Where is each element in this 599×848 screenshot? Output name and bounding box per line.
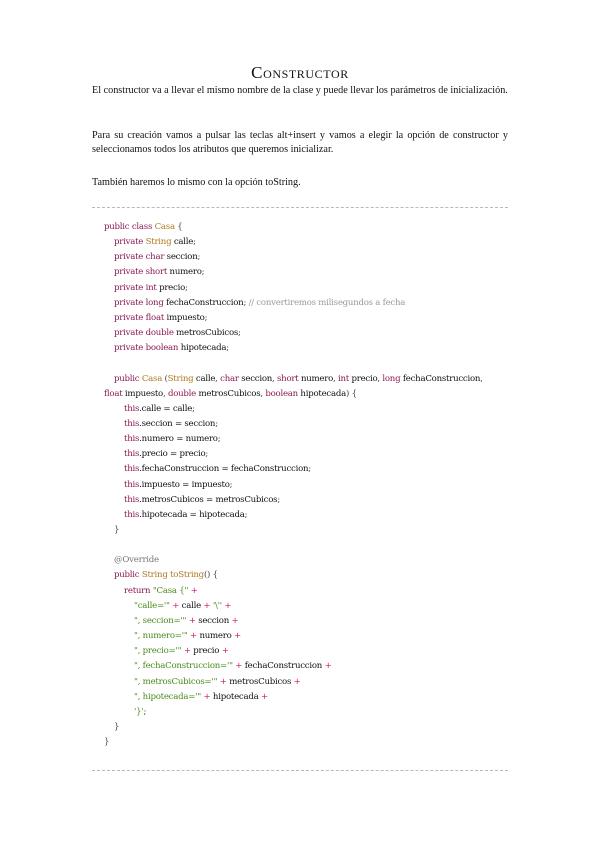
code-token: +	[231, 631, 241, 642]
code-token: .hipotecada = hipotecada	[139, 509, 245, 520]
code-token: +	[201, 691, 213, 702]
code-line	[124, 432, 220, 447]
code-line	[134, 599, 231, 614]
code-token: +	[221, 600, 232, 611]
code-token: ,	[480, 373, 483, 384]
code-token: return	[124, 585, 153, 596]
code-token: seccion	[198, 615, 230, 626]
code-token: "Casa {"	[152, 585, 189, 596]
code-token: private	[114, 297, 146, 308]
code-token: calle	[195, 373, 216, 384]
code-token: seccion	[241, 373, 273, 384]
code-line	[104, 220, 183, 235]
code-token: class	[131, 222, 155, 232]
code-line	[114, 281, 188, 296]
code-token: float	[145, 312, 167, 323]
code-line	[114, 311, 207, 326]
code-line	[114, 341, 229, 356]
code-line	[114, 720, 119, 735]
code-token: ;	[204, 312, 208, 323]
code-line	[134, 659, 332, 674]
code-token: long	[145, 297, 167, 308]
code-token: private	[114, 328, 146, 339]
code-token: char	[220, 373, 242, 384]
code-token: double	[167, 388, 199, 399]
code-token: +	[181, 646, 194, 657]
code-token: short	[145, 267, 170, 278]
code-token: }	[104, 737, 110, 748]
code-token: precio	[193, 646, 220, 657]
code-token: metrosCubicos	[176, 328, 239, 339]
code-token: private	[114, 282, 146, 293]
code-line	[114, 372, 483, 387]
code-token: numero	[169, 267, 202, 278]
code-line	[124, 584, 198, 599]
divider-bottom	[92, 770, 508, 771]
paragraph-intro: El constructor va a llevar el mismo nombre de la clase y puede llevar los parámetros de inicialización.	[92, 85, 508, 96]
code-token: .seccion = seccion	[139, 418, 216, 429]
code-token: Casa	[154, 222, 175, 232]
code-token: @Override	[114, 555, 159, 566]
code-token: +	[217, 676, 230, 687]
code-token: ;	[192, 403, 195, 414]
code-token: this	[124, 509, 140, 520]
code-line	[114, 296, 405, 311]
code-token: ;	[226, 343, 229, 354]
code-line	[124, 508, 247, 523]
code-token: String	[145, 237, 174, 248]
code-token: Casa	[141, 373, 163, 384]
code-token: impuesto	[166, 312, 205, 323]
code-token: fechaConstruccion	[166, 297, 244, 308]
code-token: ,	[272, 373, 278, 384]
code-token: {	[174, 222, 183, 232]
code-token: hipotecada	[180, 343, 227, 354]
code-token: long	[382, 373, 403, 384]
code-token: metrosCubicos	[229, 676, 292, 687]
code-token: this	[124, 403, 140, 414]
code-token: +	[187, 631, 200, 642]
code-token: +	[219, 646, 229, 657]
code-token: }	[114, 721, 120, 732]
code-token: ,	[215, 373, 221, 384]
code-token: ,	[333, 373, 338, 384]
code-token: this	[124, 449, 140, 460]
code-token: +	[188, 585, 198, 596]
code-token: +	[186, 615, 199, 626]
code-token: boolean	[145, 343, 181, 354]
code-line	[114, 250, 200, 265]
paragraph-creation: Para su creación vamos a pulsar las teclas alt+insert y vamos a elegir la opción de constructor y seleccionamos todos los atributos que queremos inicializar.	[92, 130, 508, 155]
code-token: hipotecada	[212, 691, 259, 702]
code-token: numero	[300, 373, 334, 384]
code-token: +	[229, 615, 239, 626]
code-token: ;	[201, 267, 205, 278]
code-token: public	[104, 222, 132, 232]
code-token: char	[145, 252, 167, 263]
code-token: ", precio='"	[134, 646, 182, 657]
code-token: String	[141, 570, 171, 581]
code-token: this	[124, 494, 140, 505]
code-token: ;	[217, 434, 221, 445]
code-token: double	[145, 328, 177, 339]
code-token: .precio = precio	[139, 449, 206, 460]
code-token: private	[114, 237, 146, 248]
code-token: ;	[193, 237, 196, 248]
code-line	[124, 462, 311, 477]
code-token: precio	[159, 282, 186, 293]
code-token: ;	[197, 252, 201, 263]
code-token: '}'	[134, 706, 144, 717]
code-token: private	[114, 312, 146, 323]
code-token: '\''	[212, 600, 222, 611]
code-line	[134, 629, 241, 644]
code-token: private	[114, 343, 146, 354]
code-token: ", numero='"	[134, 631, 188, 642]
code-line	[114, 326, 241, 341]
page-title: Constructor	[251, 63, 349, 82]
code-token: ) {	[345, 388, 357, 399]
code-token: private	[114, 252, 146, 263]
code-token: ", seccion='"	[134, 615, 187, 626]
code-token: ;	[229, 479, 233, 490]
code-token: this	[124, 464, 140, 475]
code-token: ;	[308, 464, 311, 475]
code-token: ,	[377, 373, 383, 384]
code-token: ,	[162, 388, 168, 399]
code-line	[114, 265, 204, 280]
code-token: ", metrosCubicos='"	[134, 676, 218, 687]
paragraph-tostring: También haremos lo mismo con la opción toString.	[92, 177, 301, 188]
code-token: this	[124, 434, 140, 445]
code-token: // convertiremos milisegundos a fecha	[248, 297, 406, 308]
code-token: float	[104, 388, 125, 399]
code-token: (	[162, 373, 168, 384]
code-line	[124, 417, 218, 432]
code-token: ", hipotecada='"	[134, 691, 201, 702]
code-line	[134, 705, 146, 720]
code-line	[134, 614, 238, 629]
code-token: () {	[203, 570, 218, 581]
code-token: public	[114, 570, 142, 581]
code-line	[124, 478, 232, 493]
code-token: seccion	[166, 252, 198, 263]
code-token: .calle = calle	[139, 403, 193, 414]
code-line	[134, 644, 229, 659]
code-token: calle	[181, 600, 201, 611]
code-token: ;	[277, 494, 280, 505]
code-token: ;	[143, 706, 147, 717]
code-line	[104, 735, 109, 750]
code-line	[114, 523, 119, 538]
code-token: metrosCubicos	[198, 388, 261, 399]
code-line	[114, 235, 196, 250]
code-token: ;	[243, 297, 249, 308]
code-token: ;	[244, 509, 248, 520]
code-line	[104, 387, 357, 402]
code-token: ;	[238, 328, 241, 339]
code-token: ", fechaConstruccion='"	[134, 661, 233, 672]
code-token: }	[114, 525, 120, 535]
code-token: .impuesto = impuesto	[139, 479, 230, 490]
code-token: private	[114, 267, 146, 278]
code-token: +	[232, 661, 245, 672]
code-token: +	[291, 676, 301, 687]
code-token: this	[124, 479, 140, 490]
code-token: numero	[199, 631, 232, 642]
code-token: calle	[173, 237, 194, 248]
code-token: impuesto	[124, 388, 163, 399]
code-line	[134, 690, 268, 705]
code-token: +	[322, 661, 332, 672]
code-token: toString	[170, 570, 204, 581]
divider-top	[92, 207, 508, 208]
code-token: .numero = numero	[139, 434, 218, 445]
code-line	[114, 568, 218, 583]
code-token: .metrosCubicos = metrosCubicos	[139, 494, 278, 505]
code-token: +	[200, 600, 213, 611]
code-token: "calle='"	[134, 600, 170, 611]
code-token: ,	[260, 388, 266, 399]
code-token: .fechaConstruccion = fechaConstruccion	[139, 464, 309, 475]
code-line	[114, 553, 159, 568]
code-token: ;	[205, 449, 209, 460]
code-token: boolean	[265, 388, 301, 399]
code-token: public	[114, 373, 142, 384]
code-line	[124, 493, 280, 508]
code-token: precio	[351, 373, 378, 384]
code-token: String	[167, 373, 196, 384]
code-token: ;	[215, 418, 218, 429]
code-token: fechaConstruccion	[402, 373, 481, 384]
code-token: ;	[185, 282, 188, 293]
code-token: +	[169, 600, 182, 611]
code-token: +	[258, 691, 268, 702]
code-line	[124, 447, 208, 462]
code-token: hipotecada	[300, 388, 346, 399]
code-token: int	[145, 282, 160, 293]
code-token: short	[277, 373, 301, 384]
code-token: int	[338, 373, 352, 384]
code-line	[124, 402, 195, 417]
code-token: this	[124, 418, 140, 429]
code-token: fechaConstruccion	[244, 661, 323, 672]
code-line	[134, 675, 301, 690]
